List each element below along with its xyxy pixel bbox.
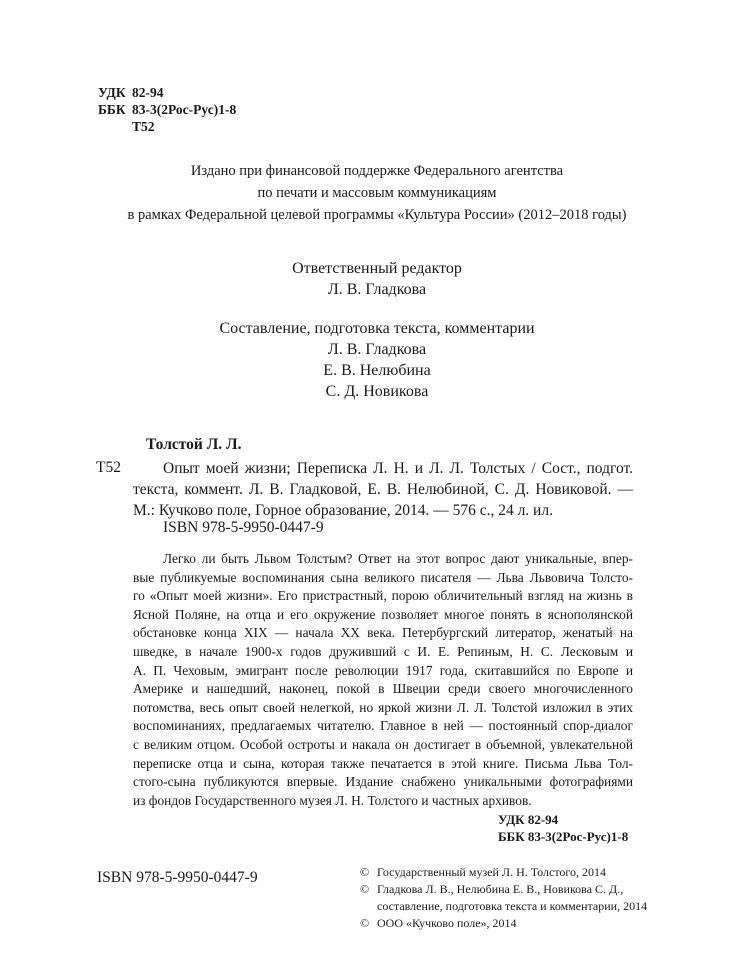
isbn: ISBN 978-5-9950-0447-9 <box>97 869 258 886</box>
author-mark: Т52 <box>132 119 155 134</box>
responsible-editor <box>0 258 754 300</box>
classification-codes-top <box>98 84 236 135</box>
copyright-icon: © <box>360 882 370 896</box>
bibliographic-author: Толстой Л. Л. <box>146 436 242 453</box>
abstract-line: шведке, в начале 1900-х годов друживший с И. Е. Репиным, Н. С. Лесковым и <box>133 643 633 659</box>
abstract-line: го «Опыт моей жизни». Его пристрастный, порою обличительный взгляд на жизнь в <box>133 588 633 604</box>
classification-codes-bottom <box>498 811 628 845</box>
funding-line: в рамках Федеральной целевой программы «Культура России» (2012–2018 годы) <box>127 207 627 223</box>
bibliographic-code: Т52 <box>96 459 121 476</box>
bbk-code: ББК 83-3(2Рос-Рус)1-8 <box>498 829 629 844</box>
copyright-icon: © <box>360 865 370 879</box>
bibliographic-isbn: ISBN 978-5-9950-0447-9 <box>163 519 324 536</box>
udk-code: УДК 82-94 <box>498 812 559 827</box>
copyright-line: Государственный музей Л. Н. Толстого, 2014 <box>377 865 607 879</box>
abstract-line: А. П. Чеховым, эмигрант после революции 1917 года, скитавшийся по Европе и <box>133 662 633 678</box>
compiler-name: С. Д. Новикова <box>325 383 429 400</box>
abstract-line: обстановке конца XIX — начала XX века. Петербургский литератор, женатый на <box>133 625 633 641</box>
compiler-name: Е. В. Нелюбина <box>323 362 431 379</box>
copyright-icon: © <box>360 916 370 930</box>
abstract-line: из фондов Государственного музея Л. Н. Толстого и частных архивов. <box>133 792 532 808</box>
abstract-line: воспоминаниях, предлагаемых читателю. Главное в ней — постоянный спор-диалог <box>133 718 633 734</box>
udk-value: 82-94 <box>132 85 164 100</box>
compiler-name: Л. В. Гладкова <box>327 341 427 358</box>
bbk-value: 83-3(2Рос-Рус)1-8 <box>132 102 237 117</box>
funding-notice <box>0 160 754 226</box>
compilers <box>0 318 754 402</box>
abstract <box>133 550 633 810</box>
abstract-line: стого-сына публикуются впервые. Издание снабжено уникальными фотографиями <box>133 774 633 790</box>
abstract-line: с великим отцом. Особой остроты и накала он достигает в объемной, увлекательной <box>133 736 633 752</box>
editor-role: Ответственный редактор <box>292 260 462 277</box>
abstract-line: Ясной Поляне, на отца и его окружение позволяет многое понять в яснополянской <box>133 606 633 622</box>
copyright-line: Гладкова Л. В., Нелюбина Е. В., Новикова С. Д., <box>377 882 624 896</box>
copyright-line: составление, подготовка текста и комментарии, 2014 <box>377 899 648 913</box>
abstract-line: Америке и нашедший, наконец, покой в Швеции среди своего многочисленного <box>133 681 633 697</box>
editor-name: Л. В. Гладкова <box>327 281 427 298</box>
copyright-block <box>360 864 647 932</box>
abstract-line: потомства, весь опыт своей нелегкой, но яркой жизни Л. Л. Толстой изложил в этих <box>133 699 633 715</box>
funding-line: Издано при финансовой поддержке Федерального агентства <box>190 163 564 179</box>
abstract-line: переписке отца и сына, которая также печатается в этой книге. Письма Льва Тол- <box>133 755 633 771</box>
udk-label: УДК <box>98 85 126 100</box>
abstract-line: вые публикуемые воспоминания сына великого писателя — Льва Львовича Толсто- <box>133 569 633 585</box>
bibliographic-line: текста, коммент. Л. В. Гладковой, Е. В. Нелюбиной, С. Д. Новиковой. — <box>133 481 633 498</box>
copyright-line: ООО «Кучково поле», 2014 <box>377 916 517 930</box>
bibliographic-line: М.: Кучково поле, Горное образование, 2014. — 576 с., 24 л. ил. <box>133 502 553 519</box>
bbk-label: ББК <box>98 102 126 117</box>
compilers-role: Составление, подготовка текста, комментарии <box>219 320 535 337</box>
funding-line: по печати и массовым коммуникациям <box>257 185 497 201</box>
bibliographic-description <box>133 458 633 521</box>
bibliographic-line: Опыт моей жизни; Переписка Л. Н. и Л. Л. Толстых / Сост., подгот. <box>163 460 633 477</box>
abstract-line: Легко ли быть Львом Толстым? Ответ на этот вопрос дают уникальные, впер- <box>163 551 633 566</box>
